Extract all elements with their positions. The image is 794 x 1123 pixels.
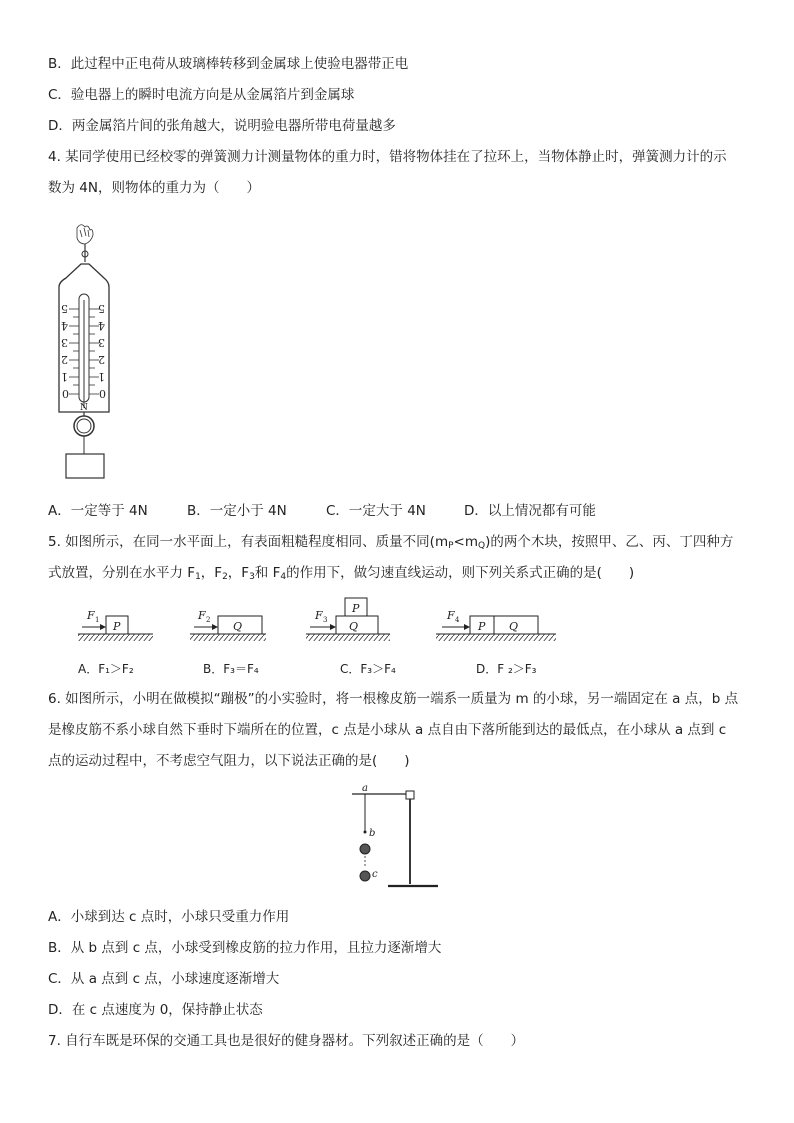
svg-text:Q: Q	[509, 620, 519, 633]
point-a-label: a	[362, 783, 368, 794]
q5-option-b: B．F₃＝F₄	[203, 662, 259, 676]
bungee-figure	[348, 782, 448, 892]
scale-right-0: 0	[99, 388, 106, 401]
scale-left-4: 4	[61, 319, 68, 332]
scale-left-3: 3	[61, 336, 68, 349]
q4-stem-line2: 数为 4N，则物体的重力为（ ）	[48, 180, 260, 196]
svg-text:P: P	[478, 620, 486, 633]
q5-option-a: A．F₁＞F₂	[78, 662, 134, 676]
scale-right-4: 4	[98, 319, 105, 332]
q5-stem-line1: 5. 如图所示，在同一水平面上，有表面粗糙程度相同、质量不同$(m_P<m_Q)$的两个木块，按照甲、乙、丙、丁四种方	[48, 534, 734, 551]
q4-option-d: D．以上情况都有可能	[464, 503, 596, 519]
setup-yi	[190, 609, 266, 641]
q4-stem-line1: 4. 某同学使用已经校零的弹簧测力计测量物体的重力时，错将物体挂在了拉环上，当物体静止时，弹簧测力计的示	[48, 149, 727, 165]
hanging-object	[66, 454, 104, 478]
q3-option-c: C．验电器上的瞬时电流方向是从金属箔片到金属球	[48, 87, 355, 103]
spring-scale-figure	[55, 222, 125, 482]
q4-option-c: C．一定大于 4N	[326, 503, 426, 519]
svg-text:1: 1	[95, 616, 100, 624]
q6-stem-line1: 6. 如图所示，小明在做模拟“蹦极”的小实验时，将一根橡皮筋一端系一质量为 m 的小球，另一端固定在 a 点，b 点	[48, 691, 739, 707]
q6-option-a: A．小球到达 c 点时，小球只受重力作用	[48, 909, 290, 925]
setup-ding	[436, 609, 556, 641]
svg-text:4: 4	[455, 616, 460, 624]
svg-text:Q: Q	[233, 620, 243, 633]
q5-option-d: D．F ₂＞F₃	[476, 662, 537, 676]
scale-right-3: 3	[98, 336, 105, 349]
q6-option-d: D．在 c 点速度为 0，保持静止状态	[48, 1002, 263, 1018]
svg-text:3: 3	[323, 616, 328, 624]
scale-left-5: 5	[61, 302, 68, 315]
q6-option-c: C．从 a 点到 c 点，小球速度逐渐增大	[48, 971, 280, 987]
svg-text:F: F	[87, 609, 95, 622]
q7-stem-line1: 7. 自行车既是环保的交通工具也是很好的健身器材。下列叙述正确的是（ ）	[48, 1033, 525, 1049]
scale-left-1: 1	[61, 370, 68, 383]
svg-text:F: F	[198, 609, 206, 622]
svg-text:P: P	[113, 620, 121, 633]
setup-jia	[78, 609, 153, 641]
svg-text:2: 2	[206, 616, 211, 624]
q3-option-b: B．此过程中正电荷从玻璃棒转移到金属球上使验电器带正电	[48, 56, 409, 72]
point-b-label: b	[369, 828, 376, 839]
svg-text:Q: Q	[349, 620, 359, 633]
svg-text:F: F	[447, 609, 455, 622]
setup-bing	[306, 598, 390, 641]
hand-icon	[77, 225, 93, 244]
q6-stem-line2: 是橡皮筋不系小球自然下垂时下端所在的位置，c 点是小球从 a 点自由下落所能到达的最低点，在小球从 a 点到 c	[48, 722, 727, 738]
scale-left-0: 0	[62, 388, 69, 401]
q6-option-b: B．从 b 点到 c 点，小球受到橡皮筋的拉力作用，且拉力逐渐增大	[48, 940, 442, 956]
svg-text:F: F	[315, 609, 323, 622]
q5-stem-line2: 式放置，分别在水平力 $F_1$，$F_2$，$F_3$和 $F_4$的作用下，做匀速直线运动，则下列关系式正确的是( )	[48, 565, 635, 582]
scale-unit: N	[80, 403, 88, 413]
blocks-figure	[78, 594, 560, 648]
q5-option-c: C．F₃＞F₄	[340, 662, 396, 676]
scale-right-5: 5	[98, 302, 105, 315]
q3-option-d: D．两金属箔片间的张角越大，说明验电器所带电荷量越多	[48, 118, 396, 134]
scale-right-1: 1	[98, 370, 105, 383]
svg-text:P: P	[352, 602, 360, 615]
q6-stem-line3: 点的运动过程中，不考虑空气阻力，以下说法正确的是( )	[48, 753, 410, 769]
q4-option-b: B．一定小于 4N	[187, 503, 287, 519]
scale-left-2: 2	[61, 353, 68, 366]
q4-option-a: A．一定等于 4N	[48, 503, 148, 519]
scale-right-2: 2	[98, 353, 105, 366]
point-c-label: c	[372, 869, 378, 880]
